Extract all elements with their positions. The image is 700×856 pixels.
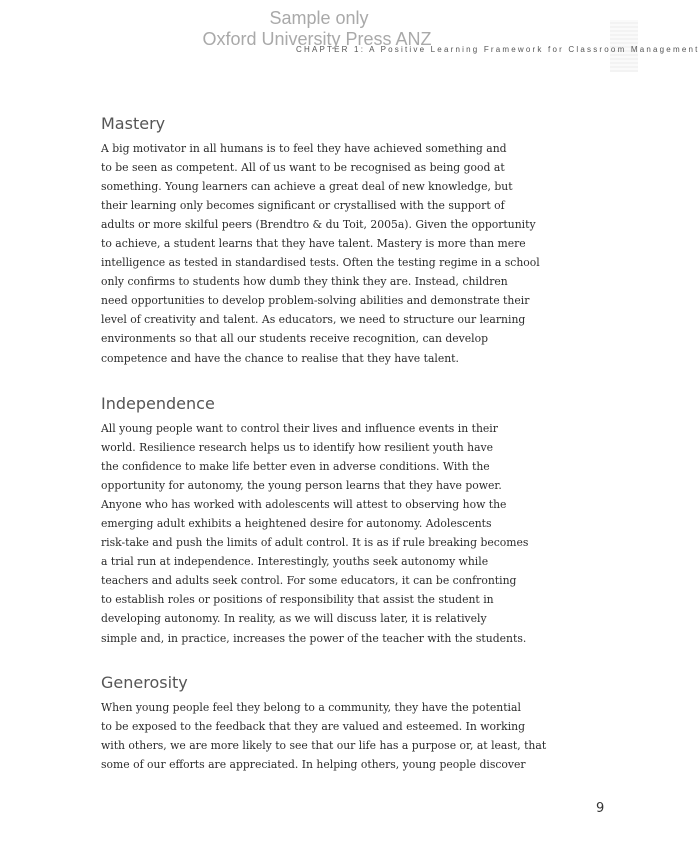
text-line: with others, we are more likely to see that our life has a purpose or, at least, that bbox=[101, 739, 547, 753]
text-line: Anyone who has worked with adolescents will attest to observing how the bbox=[101, 498, 507, 512]
text-line: teachers and adults seek control. For some educators, it can be confronting bbox=[101, 574, 517, 588]
text-line: All young people want to control their lives and influence events in their bbox=[101, 422, 498, 435]
text-line: something. Young learners can achieve a great deal of new knowledge, but bbox=[101, 180, 513, 194]
text-line: simple and, in practice, increases the power of the teacher with the students. bbox=[101, 631, 527, 645]
section-paragraph bbox=[101, 419, 529, 648]
text-line: environments so that all our students receive recognition, can develop bbox=[101, 332, 489, 346]
text-line: level of creativity and talent. As educators, we need to structure our learning bbox=[101, 313, 526, 327]
text-line: intelligence as tested in standardised tests. Often the testing regime in a school bbox=[101, 256, 540, 270]
text-line: A big motivator in all humans is to feel they have achieved something and bbox=[101, 142, 507, 155]
text-line: need opportunities to develop problem-solving abilities and demonstrate their bbox=[101, 294, 530, 308]
text-line: to achieve, a student learns that they have talent. Mastery is more than mere bbox=[101, 237, 526, 251]
watermark bbox=[0, 8, 638, 50]
text-line: the confidence to make life better even in adverse conditions. With the bbox=[101, 460, 490, 474]
section-independence bbox=[101, 394, 529, 648]
watermark-line2: Oxford University Press ANZ bbox=[202, 29, 432, 49]
section-heading: Mastery bbox=[101, 114, 166, 133]
text-line: only confirms to students how dumb they think they are. Instead, children bbox=[101, 275, 508, 289]
running-head: CHAPTER 1: A Positive Learning Framework for Classroom Management bbox=[296, 45, 700, 54]
section-heading: Independence bbox=[101, 394, 215, 413]
section-generosity bbox=[101, 673, 547, 774]
text-line: adults or more skilful peers (Brendtro & du Toit, 2005a). Given the opportunity bbox=[101, 218, 536, 232]
text-line: risk-take and push the limits of adult control. It is as if rule breaking becomes bbox=[101, 536, 529, 550]
watermark-line1: Sample only bbox=[269, 8, 369, 28]
section-heading: Generosity bbox=[101, 673, 188, 692]
text-line: opportunity for autonomy, the young person learns that they have power. bbox=[101, 479, 502, 493]
text-line: to establish roles or positions of responsibility that assist the student in bbox=[101, 593, 494, 607]
text-line: competence and have the chance to realise that they have talent. bbox=[101, 351, 459, 365]
text-line: When young people feel they belong to a community, they have the potential bbox=[101, 701, 521, 714]
text-line: some of our efforts are appreciated. In helping others, young people discover bbox=[101, 758, 526, 772]
text-line: emerging adult exhibits a heightened desire for autonomy. Adolescents bbox=[101, 517, 492, 531]
text-line: world. Resilience research helps us to identify how resilient youth have bbox=[101, 441, 494, 455]
text-line: developing autonomy. In reality, as we will discuss later, it is relatively bbox=[101, 612, 487, 626]
section-paragraph bbox=[101, 698, 547, 774]
text-line: their learning only becomes significant or crystallised with the support of bbox=[101, 199, 505, 213]
section-mastery bbox=[101, 114, 540, 368]
section-paragraph bbox=[101, 139, 540, 368]
text-line: to be seen as competent. All of us want to be recognised as being good at bbox=[101, 161, 505, 175]
page-number: 9 bbox=[596, 801, 605, 816]
text-line: to be exposed to the feedback that they are valued and esteemed. In working bbox=[101, 720, 526, 734]
text-line: a trial run at independence. Interestingly, youths seek autonomy while bbox=[101, 555, 489, 569]
